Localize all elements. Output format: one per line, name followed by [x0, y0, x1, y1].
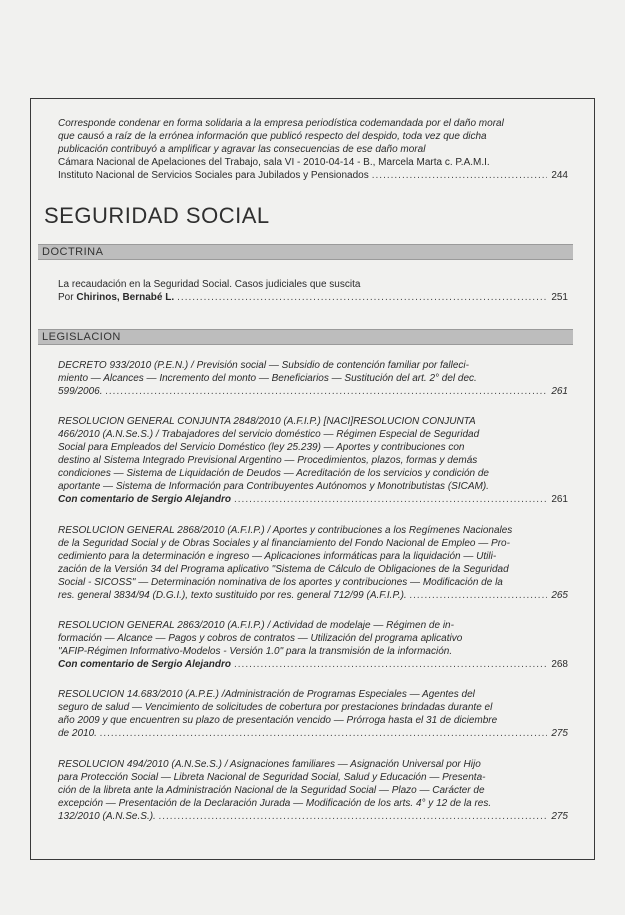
- doctrina-band: [38, 244, 573, 260]
- legislation-entry[interactable]: [58, 524, 568, 602]
- entry-last-line: [58, 810, 568, 823]
- entry-text: Social - SICOSS" — Determinación nominativa de los aportes y contribuciones — Modificación de la: [58, 577, 503, 588]
- entry-last-line: [58, 727, 568, 740]
- page-number: 275: [551, 728, 568, 739]
- band-label: LEGISLACION: [42, 331, 121, 343]
- entry-last-line: [58, 493, 568, 506]
- dot-leader: [159, 810, 547, 823]
- entry-text: Social para Empleados del Servicio Doméstico (ley 25.239) — Aportes y contribuciones con: [58, 442, 465, 453]
- entry-text: ción de la libreta ante la Administración Nacional de la Seguridad Social — Plazo — Carácter de: [58, 785, 485, 796]
- dot-leader: [410, 589, 547, 602]
- top-entry: [58, 117, 568, 182]
- entry-text: año 2009 y que encuentren su plazo de presentación vencido — Prórroga hasta el 31 de diciembre: [58, 715, 498, 726]
- entry-text: RESOLUCION 14.683/2010 (A.P.E.) /Administración de Programas Especiales — Agentes del: [58, 689, 475, 700]
- entry-last-line: [58, 658, 568, 671]
- by-label: Por: [58, 292, 74, 303]
- court-line: Cámara Nacional de Apelaciones del Trabajo, sala VI - 2010-04-14 - B., Marcela Marta c. P.A.M.I.: [58, 157, 490, 168]
- page-number: 261: [551, 386, 568, 397]
- entry-text: destino al Sistema Integrado Previsional Argentino — Procedimientos, plazos, formas y demás: [58, 455, 478, 466]
- entry-text: RESOLUCION GENERAL CONJUNTA 2848/2010 (A.F.I.P.) [NACI]RESOLUCION CONJUNTA: [58, 416, 476, 427]
- entry-text: publicación contribuyó a amplificar y agravar las consecuencias de ese daño moral: [58, 144, 426, 155]
- page-number: 268: [551, 659, 568, 670]
- entry-last-line: [58, 385, 568, 398]
- legislacion-band: [38, 329, 573, 345]
- entry-text: miento — Alcances — Incremento del monto — Beneficiarios — Sustitución del art. 2° del dec.: [58, 373, 477, 384]
- page-number: 275: [551, 811, 568, 822]
- entry-text: de la Seguridad Social y de Obras Sociales y al financiamiento del Fondo Nacional de Empleo — Pro-: [58, 538, 510, 549]
- entry-text: Corresponde condenar en forma solidaria a la empresa periodística codemandada por el daño moral: [58, 118, 504, 129]
- band-label: DOCTRINA: [42, 246, 104, 258]
- entry-text: Instituto Nacional de Servicios Sociales para Jubilados y Pensionados: [58, 170, 369, 181]
- entry-text: aportante — Sistema de Información para Contribuyentes Autónomos y Monotributistas (SICAM).: [58, 481, 489, 492]
- doctrina-entry[interactable]: [58, 278, 568, 304]
- entry-text: cedimiento para la determinación e ingreso — Aplicaciones informáticas para la liquidación — Utili-: [58, 551, 497, 562]
- entry-text: de 2010.: [58, 728, 97, 739]
- entry-text: que causó a raíz de la errónea información que publicó respecto del despido, toda vez que dicha: [58, 131, 487, 142]
- entry-last-line: [58, 169, 568, 182]
- entry-text: 466/2010 (A.N.Se.S.) / Trabajadores del servicio doméstico — Régimen Especial de Seguridad: [58, 429, 480, 440]
- legislation-entry[interactable]: [58, 688, 568, 740]
- section-title: SEGURIDAD SOCIAL: [44, 203, 270, 228]
- dot-leader: [106, 385, 548, 398]
- page-number: 251: [551, 292, 568, 303]
- entry-text: para Protección Social — Libreta Nacional de Seguridad Social, Salud y Educación — Presenta-: [58, 772, 486, 783]
- legislation-entry[interactable]: [58, 415, 568, 506]
- comment-author: Con comentario de Sergio Alejandro: [58, 494, 231, 505]
- entry-text: DECRETO 933/2010 (P.E.N.) / Previsión social — Subsidio de contención familiar por falleci-: [58, 360, 469, 371]
- legislation-entry[interactable]: [58, 619, 568, 671]
- page-number: 261: [551, 494, 568, 505]
- entry-last-line: [58, 291, 568, 304]
- entry-text: RESOLUCION GENERAL 2863/2010 (A.F.I.P.) / Actividad de modelaje — Régimen de in-: [58, 620, 454, 631]
- entry-text: 132/2010 (A.N.Se.S.).: [58, 811, 156, 822]
- dot-leader: [234, 493, 547, 506]
- entry-text: La recaudación en la Seguridad Social. Casos judiciales que suscita: [58, 279, 361, 290]
- entry-text: seguro de salud — Vencimiento de solicitudes de cobertura por prestaciones brindadas durante el: [58, 702, 493, 713]
- entry-text: formación — Alcance — Pagos y cobros de contratos — Utilización del programa aplicativo: [58, 633, 463, 644]
- page-number: 244: [551, 170, 568, 181]
- dot-leader: [100, 727, 547, 740]
- entry-text: res. general 3834/94 (D.G.I.), texto sustituido por res. general 712/99 (A.F.I.P.).: [58, 590, 407, 601]
- entry-last-line: [58, 589, 568, 602]
- entry-text: zación de la Versión 34 del Programa aplicativo "Sistema de Cálculo de Obligaciones de la Seguridad: [58, 564, 509, 575]
- dot-leader: [234, 658, 547, 671]
- entry-text: condiciones — Sistema de Liquidación de Deudos — Acreditación de los servicios y condición de: [58, 468, 489, 479]
- dot-leader: [372, 169, 547, 182]
- dot-leader: [177, 291, 547, 304]
- entry-text: 599/2006.: [58, 386, 103, 397]
- page-number: 265: [551, 590, 568, 601]
- comment-author: Con comentario de Sergio Alejandro: [58, 659, 231, 670]
- entry-text: "AFIP-Régimen Informativo-Modelos - Versión 1.0" para la transmisión de la información.: [58, 646, 453, 657]
- entry-text: RESOLUCION GENERAL 2868/2010 (A.F.I.P.) / Aportes y contribuciones a los Regímenes Nacionales: [58, 525, 513, 536]
- legislation-entry[interactable]: [58, 758, 568, 823]
- entry-text: RESOLUCION 494/2010 (A.N.Se.S.) / Asignaciones familiares — Asignación Universal por Hijo: [58, 759, 481, 770]
- legislation-entry[interactable]: [58, 359, 568, 398]
- author-name: Chirinos, Bernabé L.: [76, 292, 175, 303]
- entry-text: excepción — Presentación de la Declaración Jurada — Modificación de los arts. 4° y 12 de la res.: [58, 798, 492, 809]
